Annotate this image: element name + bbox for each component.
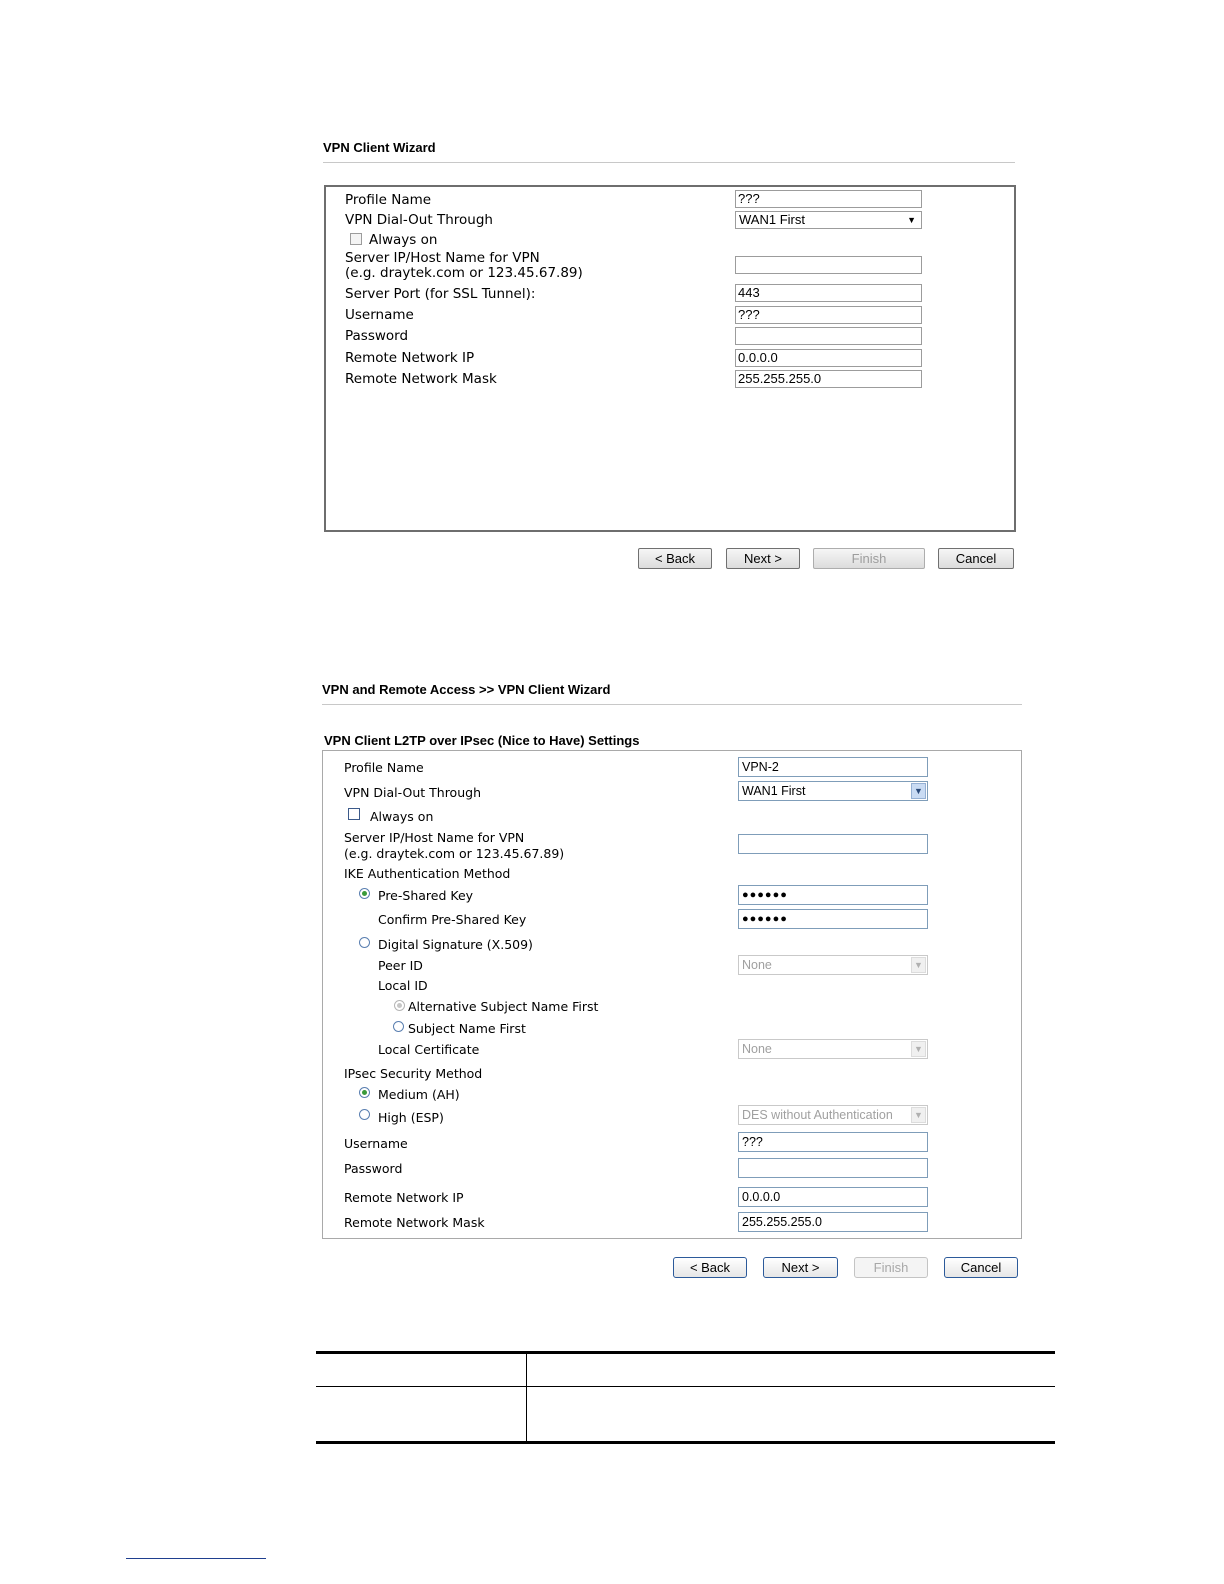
- l2tp-next-button[interactable]: Next >: [763, 1257, 838, 1278]
- always-on-checkbox[interactable]: [350, 233, 362, 245]
- username-input[interactable]: ???: [735, 306, 922, 324]
- chevron-down-icon: ▼: [911, 783, 926, 799]
- table-bottom-rule: [316, 1441, 1055, 1444]
- profile-name-label: Profile Name: [345, 192, 432, 208]
- local-id-label: Local ID: [378, 978, 428, 993]
- l2tp-username-label: Username: [344, 1136, 408, 1151]
- footnote-rule: [126, 1558, 266, 1559]
- breadcrumb: VPN and Remote Access >> VPN Client Wizard: [322, 682, 611, 697]
- confirm-psk-label: Confirm Pre-Shared Key: [378, 912, 527, 927]
- l2tp-server-input[interactable]: [738, 834, 928, 854]
- alt-subject-radio[interactable]: [394, 1000, 405, 1011]
- server-example-label: (e.g. draytek.com or 123.45.67.89): [345, 265, 583, 281]
- digital-signature-radio[interactable]: [359, 937, 370, 948]
- wizard1-title: VPN Client Wizard: [323, 140, 436, 155]
- next-button[interactable]: Next >: [726, 548, 800, 569]
- dialout-label: VPN Dial-Out Through: [345, 212, 493, 228]
- l2tp-cancel-button[interactable]: Cancel: [944, 1257, 1018, 1278]
- remote-ip-label: Remote Network IP: [345, 350, 475, 366]
- alt-subject-label: Alternative Subject Name First: [408, 999, 599, 1014]
- dialout-select[interactable]: [735, 211, 922, 229]
- password-input[interactable]: [735, 327, 922, 345]
- local-cert-label: Local Certificate: [378, 1042, 480, 1057]
- always-on-label: Always on: [369, 232, 438, 248]
- server-port-input[interactable]: 443: [735, 284, 922, 302]
- table-top-rule: [316, 1351, 1055, 1354]
- l2tp-remote-mask-input[interactable]: 255.255.255.0: [738, 1212, 928, 1232]
- l2tp-profile-name-label: Profile Name: [344, 760, 424, 775]
- l2tp-dialout-select-value: WAN1 First: [742, 784, 806, 798]
- digital-signature-label: Digital Signature (X.509): [378, 937, 533, 952]
- wizard1-divider: [323, 162, 1015, 163]
- server-input[interactable]: [735, 256, 922, 274]
- server-label: Server IP/Host Name for VPN: [345, 250, 540, 266]
- l2tp-username-input[interactable]: ???: [738, 1132, 928, 1152]
- l2tp-finish-button[interactable]: Finish: [854, 1257, 928, 1278]
- peer-id-label: Peer ID: [378, 958, 423, 973]
- l2tp-back-button[interactable]: < Back: [673, 1257, 747, 1278]
- l2tp-always-on-checkbox[interactable]: [348, 808, 360, 820]
- l2tp-password-label: Password: [344, 1161, 403, 1176]
- ike-auth-label: IKE Authentication Method: [344, 866, 511, 881]
- medium-ah-radio[interactable]: [359, 1087, 370, 1098]
- psk-radio[interactable]: [359, 888, 370, 899]
- username-label: Username: [345, 307, 414, 323]
- chevron-down-icon: ▼: [911, 957, 926, 973]
- peer-id-select[interactable]: [738, 955, 928, 975]
- high-esp-radio[interactable]: [359, 1109, 370, 1120]
- l2tp-dialout-label: VPN Dial-Out Through: [344, 785, 481, 800]
- server-port-label: Server Port (for SSL Tunnel):: [345, 286, 536, 302]
- section-title: VPN Client L2TP over IPsec (Nice to Have) Settings: [324, 733, 640, 748]
- l2tp-password-input[interactable]: [738, 1158, 928, 1178]
- dropdown-arrow-icon: ▼: [907, 215, 916, 225]
- confirm-psk-input[interactable]: ●●●●●●: [738, 909, 928, 929]
- medium-ah-label: Medium (AH): [378, 1087, 460, 1102]
- l2tp-profile-name-input[interactable]: VPN-2: [738, 757, 928, 777]
- back-button[interactable]: < Back: [638, 548, 712, 569]
- chevron-down-icon: ▼: [911, 1041, 926, 1057]
- l2tp-server-label: Server IP/Host Name for VPN: [344, 830, 525, 845]
- table-header-rule: [316, 1386, 1055, 1387]
- password-label: Password: [345, 328, 409, 344]
- chevron-down-icon: ▼: [911, 1107, 926, 1123]
- esp-algorithm-select-value: DES without Authentication: [742, 1108, 893, 1122]
- wizard2-divider: [322, 704, 1022, 705]
- local-cert-select[interactable]: [738, 1039, 928, 1059]
- l2tp-remote-ip-label: Remote Network IP: [344, 1190, 464, 1205]
- esp-algorithm-select[interactable]: [738, 1105, 928, 1125]
- cancel-button[interactable]: Cancel: [938, 548, 1014, 569]
- dialout-select-value: WAN1 First: [739, 212, 805, 227]
- l2tp-remote-mask-label: Remote Network Mask: [344, 1215, 485, 1230]
- l2tp-remote-ip-input[interactable]: 0.0.0.0: [738, 1187, 928, 1207]
- remote-ip-input[interactable]: 0.0.0.0: [735, 349, 922, 367]
- finish-button[interactable]: Finish: [813, 548, 925, 569]
- local-cert-select-value: None: [742, 1042, 772, 1056]
- high-esp-label: High (ESP): [378, 1110, 444, 1125]
- peer-id-select-value: None: [742, 958, 772, 972]
- remote-mask-label: Remote Network Mask: [345, 371, 497, 387]
- psk-input[interactable]: ●●●●●●: [738, 885, 928, 905]
- table-column-divider: [526, 1354, 527, 1442]
- subject-name-radio[interactable]: [393, 1021, 404, 1032]
- l2tp-server-example-label: (e.g. draytek.com or 123.45.67.89): [344, 846, 565, 861]
- subject-name-label: Subject Name First: [408, 1021, 526, 1036]
- ipsec-method-label: IPsec Security Method: [344, 1066, 483, 1081]
- remote-mask-input[interactable]: 255.255.255.0: [735, 370, 922, 388]
- l2tp-dialout-select[interactable]: [738, 781, 928, 801]
- psk-label: Pre-Shared Key: [378, 888, 474, 903]
- profile-name-input[interactable]: ???: [735, 190, 922, 208]
- l2tp-always-on-label: Always on: [370, 809, 434, 824]
